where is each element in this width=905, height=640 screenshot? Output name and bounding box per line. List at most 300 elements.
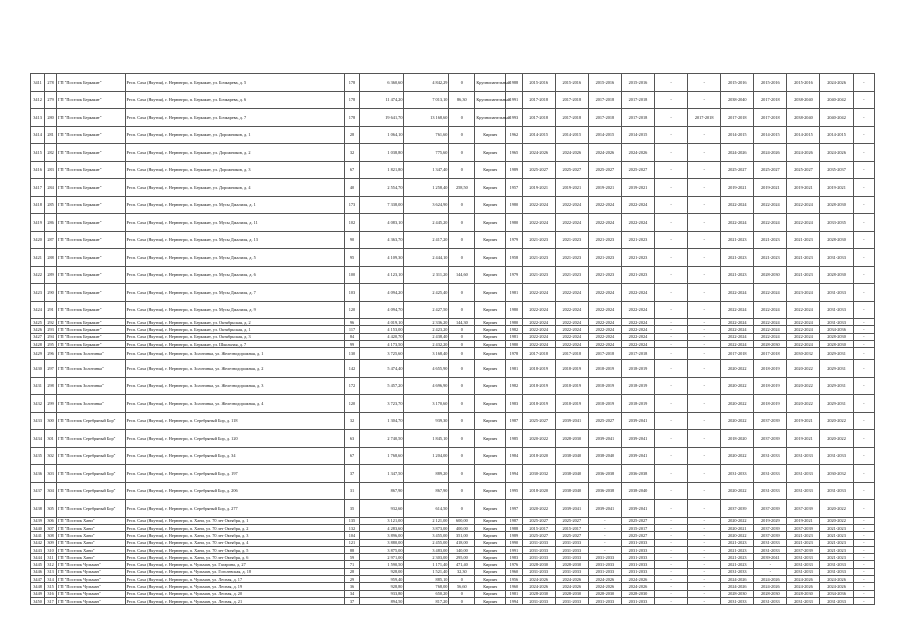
cell-period-11: -: [853, 524, 874, 531]
cell-organization: ГП "Поселок Беркакит": [56, 301, 125, 319]
cell-row-number: 3439: [31, 517, 45, 524]
cell-apartments: 90: [345, 231, 359, 249]
cell-apartments: 102: [345, 214, 359, 232]
cell-period-3: 2039-2041: [588, 500, 621, 518]
table-row: [31, 340, 875, 347]
cell-living-area: 2 336,20: [404, 319, 449, 326]
cell-period-7: 2031-2033: [721, 568, 754, 575]
cell-build-year: 1979: [506, 266, 523, 284]
cell-row-index: 289: [45, 266, 57, 284]
cell-period-3: 2021-2023: [588, 231, 621, 249]
cell-row-number: 3417: [31, 179, 45, 197]
cell-period-5: -: [655, 482, 688, 500]
cell-total-area: 4 094,70: [359, 301, 404, 319]
cell-build-year: 1980: [506, 196, 523, 214]
cell-period-1: 2018-2020: [522, 447, 555, 465]
cell-apartments: 31: [345, 482, 359, 500]
cell-apartments: 121: [345, 539, 359, 546]
cell-period-9: 2031-2033: [787, 554, 820, 561]
cell-apartments: 178: [345, 91, 359, 109]
cell-build-year: 1981: [506, 284, 523, 302]
cell-period-5: -: [655, 91, 688, 109]
cell-period-10: 2031-2033: [820, 561, 853, 568]
cell-nonliving-area: 0: [449, 109, 475, 127]
cell-wall-material: Кирпич: [475, 360, 506, 378]
cell-period-2: 2025-2027: [555, 532, 588, 539]
cell-wall-material: Кирпич: [475, 179, 506, 197]
cell-period-7: 2021-2023: [721, 561, 754, 568]
cell-total-area: 3 723,70: [359, 395, 404, 413]
cell-period-3: 2017-2018: [588, 91, 621, 109]
cell-organization: ГП "Поселок Чульман": [56, 576, 125, 583]
cell-period-5: -: [655, 231, 688, 249]
cell-living-area: 7 013,10: [404, 91, 449, 109]
cell-living-area: 2 311,20: [404, 266, 449, 284]
cell-organization: ГП "Поселок Беркакит": [56, 179, 125, 197]
cell-period-4: 2017-2018: [621, 109, 654, 127]
cell-period-10: 2034-2036: [820, 590, 853, 597]
cell-period-6: -: [688, 377, 721, 395]
cell-period-4: 2022-2024: [621, 340, 654, 347]
cell-address: Респ. Саха (Якутия), г. Нерюнгри, п. Беркакит, ул. Мусы Джалиля, д. 1: [125, 196, 345, 214]
cell-period-9: 2024-2026: [787, 144, 820, 162]
table-row: [31, 214, 875, 232]
cell-period-7: 2020-2022: [721, 395, 754, 413]
cell-nonliving-area: 144,60: [449, 266, 475, 284]
cell-period-2: 2039-2041: [555, 412, 588, 430]
cell-row-index: 310: [45, 546, 57, 553]
cell-period-8: 2022-2024: [754, 214, 787, 232]
table-row: [31, 554, 875, 561]
cell-period-9: 2022-2024: [787, 301, 820, 319]
cell-total-area: 4 283,60: [359, 524, 404, 531]
cell-living-area: 650,20: [404, 590, 449, 597]
cell-wall-material: Кирпич: [475, 231, 506, 249]
cell-row-index: 290: [45, 284, 57, 302]
cell-period-11: -: [853, 196, 874, 214]
cell-period-2: 2022-2024: [555, 326, 588, 333]
cell-address: Респ. Саха (Якутия), г. Нерюнгри, п. Чульман, ул. Гоголевская, д. 18: [125, 568, 345, 575]
cell-apartments: 120: [345, 301, 359, 319]
cell-period-3: 2024-2026: [588, 576, 621, 583]
cell-period-3: 2022-2024: [588, 326, 621, 333]
cell-row-number: 3414: [31, 126, 45, 144]
cell-build-year: 1982: [506, 377, 523, 395]
cell-living-area: 1 258,40: [404, 179, 449, 197]
cell-period-11: -: [853, 231, 874, 249]
cell-period-11: -: [853, 532, 874, 539]
cell-living-area: 867,90: [404, 482, 449, 500]
cell-period-1: 2020-2022: [522, 430, 555, 448]
cell-period-3: 2031-2033: [588, 554, 621, 561]
cell-period-2: 2022-2024: [555, 284, 588, 302]
cell-row-index: 302: [45, 447, 57, 465]
cell-period-11: -: [853, 319, 874, 326]
cell-period-11: -: [853, 126, 874, 144]
table-row: [31, 196, 875, 214]
table-row: [31, 266, 875, 284]
cell-wall-material: Кирпич: [475, 196, 506, 214]
cell-build-year: 1978: [506, 348, 523, 360]
cell-period-9: 2031-2033: [787, 561, 820, 568]
cell-period-7: 2024-2026: [721, 576, 754, 583]
cell-period-4: 2015-2016: [621, 74, 654, 92]
cell-nonliving-area: 295,00: [449, 554, 475, 561]
cell-period-2: 2024-2026: [555, 583, 588, 590]
cell-row-index: 299: [45, 395, 57, 413]
cell-period-8: 2031-2033: [754, 465, 787, 483]
cell-period-1: 2028-2030: [522, 590, 555, 597]
cell-apartments: 173: [345, 196, 359, 214]
cell-period-4: 2031-2033: [621, 539, 654, 546]
cell-period-6: -: [688, 447, 721, 465]
cell-total-area: 1 064,10: [359, 126, 404, 144]
cell-period-6: -: [688, 333, 721, 340]
cell-period-3: 2039-2041: [588, 430, 621, 448]
cell-period-10: 2031-2033: [820, 597, 853, 604]
cell-period-5: -: [655, 500, 688, 518]
cell-living-area: 4 655,90: [404, 360, 449, 378]
cell-period-7: 2018-2020: [721, 430, 754, 448]
cell-period-10: 2024-2026: [820, 583, 853, 590]
cell-build-year: 1987: [506, 517, 523, 524]
cell-nonliving-area: 0: [449, 126, 475, 144]
cell-address: Респ. Саха (Якутия), г. Нерюнгри, п. Хани, ул. 70 лет Октября, д. 1: [125, 517, 345, 524]
cell-address: Респ. Саха (Якутия), г. Нерюнгри, п. Беркакит, ул. Школьная, д. 7: [125, 340, 345, 347]
cell-row-number: 3443: [31, 546, 45, 553]
cell-period-4: 2025-2027: [621, 532, 654, 539]
cell-total-area: 7 338,00: [359, 196, 404, 214]
cell-wall-material: Кирпич: [475, 597, 506, 604]
cell-period-10: 2030-2032: [820, 465, 853, 483]
cell-apartments: 100: [345, 266, 359, 284]
cell-apartments: 130: [345, 348, 359, 360]
cell-period-11: -: [853, 561, 874, 568]
cell-living-area: 2 438,40: [404, 333, 449, 340]
cell-build-year: 1980: [506, 214, 523, 232]
cell-row-index: 291: [45, 301, 57, 319]
cell-organization: ГП "Поселок Серебряный Бор": [56, 465, 125, 483]
cell-row-number: 3440: [31, 524, 45, 531]
cell-period-9: 2021-2023: [787, 266, 820, 284]
cell-period-4: 2022-2024: [621, 196, 654, 214]
cell-nonliving-area: 471,40: [449, 561, 475, 568]
cell-period-10: 2021-2023: [820, 532, 853, 539]
cell-period-8: 2021-2023: [754, 249, 787, 267]
cell-period-9: 2031-2033: [787, 597, 820, 604]
cell-row-index: 307: [45, 524, 57, 531]
cell-period-7: 2020-2022: [721, 482, 754, 500]
cell-period-2: 2017-2018: [555, 109, 588, 127]
cell-wall-material: Кирпич: [475, 301, 506, 319]
cell-nonliving-area: 0: [449, 284, 475, 302]
cell-row-number: 3425: [31, 319, 45, 326]
cell-period-1: 2022-2024: [522, 319, 555, 326]
cell-total-area: 4 109,30: [359, 249, 404, 267]
cell-row-number: 3437: [31, 482, 45, 500]
cell-period-9: 2021-2023: [787, 539, 820, 546]
cell-apartments: 67: [345, 447, 359, 465]
cell-wall-material: Кирпич: [475, 568, 506, 575]
cell-period-7: 2020-2022: [721, 532, 754, 539]
cell-nonliving-area: 32,30: [449, 568, 475, 575]
cell-row-number: 3433: [31, 412, 45, 430]
cell-period-9: 2038-2040: [787, 91, 820, 109]
cell-living-area: 2 417,20: [404, 231, 449, 249]
cell-period-5: -: [655, 554, 688, 561]
cell-period-10: 2020-2022: [820, 430, 853, 448]
cell-address: Респ. Саха (Якутия), г. Нерюнгри, п. Беркакит, ул. Дорожников, д. 3: [125, 161, 345, 179]
cell-period-1: 2020-2022: [522, 500, 555, 518]
cell-wall-material: Кирпич: [475, 126, 506, 144]
cell-period-7: 2022-2024: [721, 196, 754, 214]
cell-row-index: 281: [45, 126, 57, 144]
cell-build-year: 1980: [506, 301, 523, 319]
cell-period-4: 2039-2041: [621, 430, 654, 448]
cell-period-7: 2025-2027: [721, 161, 754, 179]
cell-period-9: 2020-2022: [787, 360, 820, 378]
cell-organization: ГП "Поселок Беркакит": [56, 74, 125, 92]
cell-apartments: 67: [345, 161, 359, 179]
cell-apartments: 132: [345, 524, 359, 531]
cell-organization: ГП "Поселок Хани": [56, 546, 125, 553]
cell-period-8: 2018-2019: [754, 377, 787, 395]
cell-period-9: 2031-2033: [787, 465, 820, 483]
cell-row-number: 3411: [31, 74, 45, 92]
cell-period-11: -: [853, 109, 874, 127]
cell-row-index: 312: [45, 561, 57, 568]
cell-period-10: 2024-2026: [820, 576, 853, 583]
cell-apartments: 88: [345, 546, 359, 553]
cell-period-10: 2020-2022: [820, 517, 853, 524]
cell-period-6: -: [688, 249, 721, 267]
cell-total-area: 3 725,60: [359, 348, 404, 360]
cell-period-6: -: [688, 214, 721, 232]
cell-build-year: 1962: [506, 126, 523, 144]
cell-period-7: 2021-2023: [721, 266, 754, 284]
cell-wall-material: Кирпич: [475, 348, 506, 360]
cell-period-5: -: [655, 561, 688, 568]
cell-period-10: 2029-2031: [820, 395, 853, 413]
cell-period-8: 2037-2039: [754, 532, 787, 539]
cell-build-year: 1980: [506, 340, 523, 347]
cell-total-area: 19 641,70: [359, 109, 404, 127]
cell-period-7: 2020-2022: [721, 517, 754, 524]
cell-period-7: 2021-2023: [721, 546, 754, 553]
cell-nonliving-area: 351,00: [449, 532, 475, 539]
cell-period-8: 2019-2029: [754, 517, 787, 524]
cell-nonliving-area: 0: [449, 333, 475, 340]
cell-address: Респ. Саха (Якутия), г. Нерюнгри, п. Серебряный Бор, д. 277: [125, 500, 345, 518]
cell-living-area: 889,20: [404, 465, 449, 483]
cell-period-9: 2028-2030: [787, 590, 820, 597]
cell-build-year: 1976: [506, 561, 523, 568]
cell-period-8: 2037-2039: [754, 500, 787, 518]
cell-apartments: 104: [345, 532, 359, 539]
cell-period-7: 2020-2022: [721, 447, 754, 465]
cell-nonliving-area: 0: [449, 377, 475, 395]
cell-period-1: 2017-2018: [522, 348, 555, 360]
cell-period-9: 2022-2024: [787, 340, 820, 347]
cell-period-9: 2031-2033: [787, 482, 820, 500]
cell-period-8: 2037-2039: [754, 524, 787, 531]
cell-row-index: 286: [45, 214, 57, 232]
cell-wall-material: Кирпич: [475, 517, 506, 524]
cell-apartments: 35: [345, 500, 359, 518]
cell-period-2: 2015-2016: [555, 74, 588, 92]
cell-period-11: -: [853, 395, 874, 413]
cell-nonliving-area: 140,00: [449, 546, 475, 553]
cell-build-year: 1960: [506, 583, 523, 590]
cell-row-number: 3412: [31, 91, 45, 109]
cell-living-area: 1 347,40: [404, 161, 449, 179]
table-row: [31, 109, 875, 127]
cell-period-11: -: [853, 576, 874, 583]
cell-period-11: -: [853, 179, 874, 197]
cell-period-3: 2022-2024: [588, 319, 621, 326]
cell-period-4: 2024-2026: [621, 583, 654, 590]
cell-period-9: 2021-2023: [787, 249, 820, 267]
cell-period-6: -: [688, 266, 721, 284]
cell-build-year: 1989: [506, 532, 523, 539]
cell-period-1: 2022-2024: [522, 284, 555, 302]
cell-apartments: 99: [345, 340, 359, 347]
cell-organization: ГП "Поселок Хани": [56, 539, 125, 546]
cell-living-area: 614,50: [404, 500, 449, 518]
cell-period-2: 2017-2018: [555, 91, 588, 109]
cell-period-6: -: [688, 500, 721, 518]
cell-build-year: 1991: [506, 546, 523, 553]
cell-period-4: 2028-2030: [621, 590, 654, 597]
cell-row-number: 3421: [31, 249, 45, 267]
cell-living-area: 3 455,00: [404, 532, 449, 539]
cell-period-4: 2031-2033: [621, 546, 654, 553]
cell-wall-material: Кирпич: [475, 395, 506, 413]
cell-total-area: 4 083,10: [359, 214, 404, 232]
cell-period-1: 2025-2027: [522, 532, 555, 539]
cell-period-9: 2037-2039: [787, 524, 820, 531]
cell-period-10: 2029-2031: [820, 360, 853, 378]
cell-total-area: 5 457,20: [359, 377, 404, 395]
cell-period-11: -: [853, 348, 874, 360]
cell-period-7: 2022-2024: [721, 214, 754, 232]
cell-total-area: 2 554,70: [359, 179, 404, 197]
cell-row-number: 3450: [31, 597, 45, 604]
cell-period-11: -: [853, 249, 874, 267]
cell-period-2: 2022-2024: [555, 333, 588, 340]
cell-period-3: 2024-2026: [588, 144, 621, 162]
cell-address: Респ. Саха (Якутия), г. Нерюнгри, п. Хани, ул. 70 лет Октября, д. 3: [125, 532, 345, 539]
cell-period-4: 2024-2026: [621, 144, 654, 162]
table-row: [31, 395, 875, 413]
cell-wall-material: Кирпич: [475, 465, 506, 483]
cell-address: Респ. Саха (Якутия), г. Нерюнгри, п. Чульман, ул. Лесная, д. 20: [125, 590, 345, 597]
cell-period-11: -: [853, 517, 874, 524]
cell-period-5: -: [655, 395, 688, 413]
cell-period-9: 2022-2024: [787, 196, 820, 214]
cell-period-11: -: [853, 301, 874, 319]
cell-wall-material: Кирпич: [475, 333, 506, 340]
cell-address: Респ. Саха (Якутия), г. Нерюнгри, п. Беркакит, ул. Мусы Джалиля, д. 6: [125, 266, 345, 284]
cell-period-9: 2019-2021: [787, 412, 820, 430]
cell-period-8: 2039-2041: [754, 554, 787, 561]
cell-period-4: 2025-2027: [621, 517, 654, 524]
cell-period-7: 2038-2040: [721, 91, 754, 109]
cell-period-2: 2018-2019: [555, 395, 588, 413]
cell-total-area: 4 019,10: [359, 319, 404, 326]
cell-living-area: 2 121,00: [404, 517, 449, 524]
cell-period-11: -: [853, 266, 874, 284]
cell-period-9: 2037-2039: [787, 546, 820, 553]
cell-total-area: 959,40: [359, 576, 404, 583]
cell-period-4: 2031-2033: [621, 561, 654, 568]
cell-total-area: 1 821,80: [359, 161, 404, 179]
cell-row-number: 3449: [31, 590, 45, 597]
cell-period-2: 2038-2040: [555, 482, 588, 500]
cell-period-11: -: [853, 430, 874, 448]
cell-period-1: 2015-2017: [522, 524, 555, 531]
cell-nonliving-area: 600,00: [449, 517, 475, 524]
cell-period-5: -: [655, 340, 688, 347]
cell-period-5: -: [655, 412, 688, 430]
cell-living-area: 3 873,00: [404, 524, 449, 531]
cell-organization: ГП "Поселок Золотинка": [56, 348, 125, 360]
cell-row-index: 301: [45, 430, 57, 448]
table-row: [31, 430, 875, 448]
cell-period-4: 2039-2041: [621, 447, 654, 465]
cell-period-1: 2022-2024: [522, 214, 555, 232]
cell-period-3: -: [588, 517, 621, 524]
cell-period-3: 2028-2030: [588, 590, 621, 597]
cell-period-5: -: [655, 583, 688, 590]
cell-address: Респ. Саха (Якутия), г. Нерюнгри, п. Чульман, ул. Лесная, д. 19: [125, 583, 345, 590]
cell-build-year: 1987: [506, 412, 523, 430]
cell-total-area: 4 153,00: [359, 326, 404, 333]
cell-period-2: 2028-2030: [555, 561, 588, 568]
cell-build-year: 1981: [506, 360, 523, 378]
cell-period-8: 2022-2024: [754, 284, 787, 302]
cell-period-4: 2022-2024: [621, 333, 654, 340]
cell-period-6: -: [688, 161, 721, 179]
cell-total-area: 3 875,00: [359, 546, 404, 553]
cell-period-10: 2020-2022: [820, 500, 853, 518]
cell-period-2: 2022-2024: [555, 319, 588, 326]
cell-period-10: 2021-2023: [820, 539, 853, 546]
cell-apartments: 103: [345, 284, 359, 302]
cell-period-5: -: [655, 430, 688, 448]
cell-period-1: 2028-2030: [522, 561, 555, 568]
cell-wall-material: Кирпич: [475, 326, 506, 333]
table-body: [31, 74, 875, 605]
cell-period-4: 2022-2024: [621, 301, 654, 319]
cell-period-11: -: [853, 412, 874, 430]
cell-address: Респ. Саха (Якутия), г. Нерюнгри, п. Серебряный Бор, д. 118: [125, 412, 345, 430]
cell-period-11: -: [853, 447, 874, 465]
cell-period-6: -: [688, 554, 721, 561]
cell-nonliving-area: 0: [449, 340, 475, 347]
cell-period-3: 2022-2024: [588, 196, 621, 214]
cell-wall-material: Крупнопанельный: [475, 91, 506, 109]
cell-period-8: 2037-2039: [754, 412, 787, 430]
cell-period-1: 2017-2018: [522, 91, 555, 109]
cell-period-5: -: [655, 524, 688, 531]
cell-build-year: 1988: [506, 74, 523, 92]
cell-wall-material: Кирпич: [475, 554, 506, 561]
cell-period-2: 2018-2019: [555, 360, 588, 378]
cell-period-6: -: [688, 532, 721, 539]
cell-period-9: 2022-2024: [787, 326, 820, 333]
cell-living-area: 2 455,00: [404, 539, 449, 546]
